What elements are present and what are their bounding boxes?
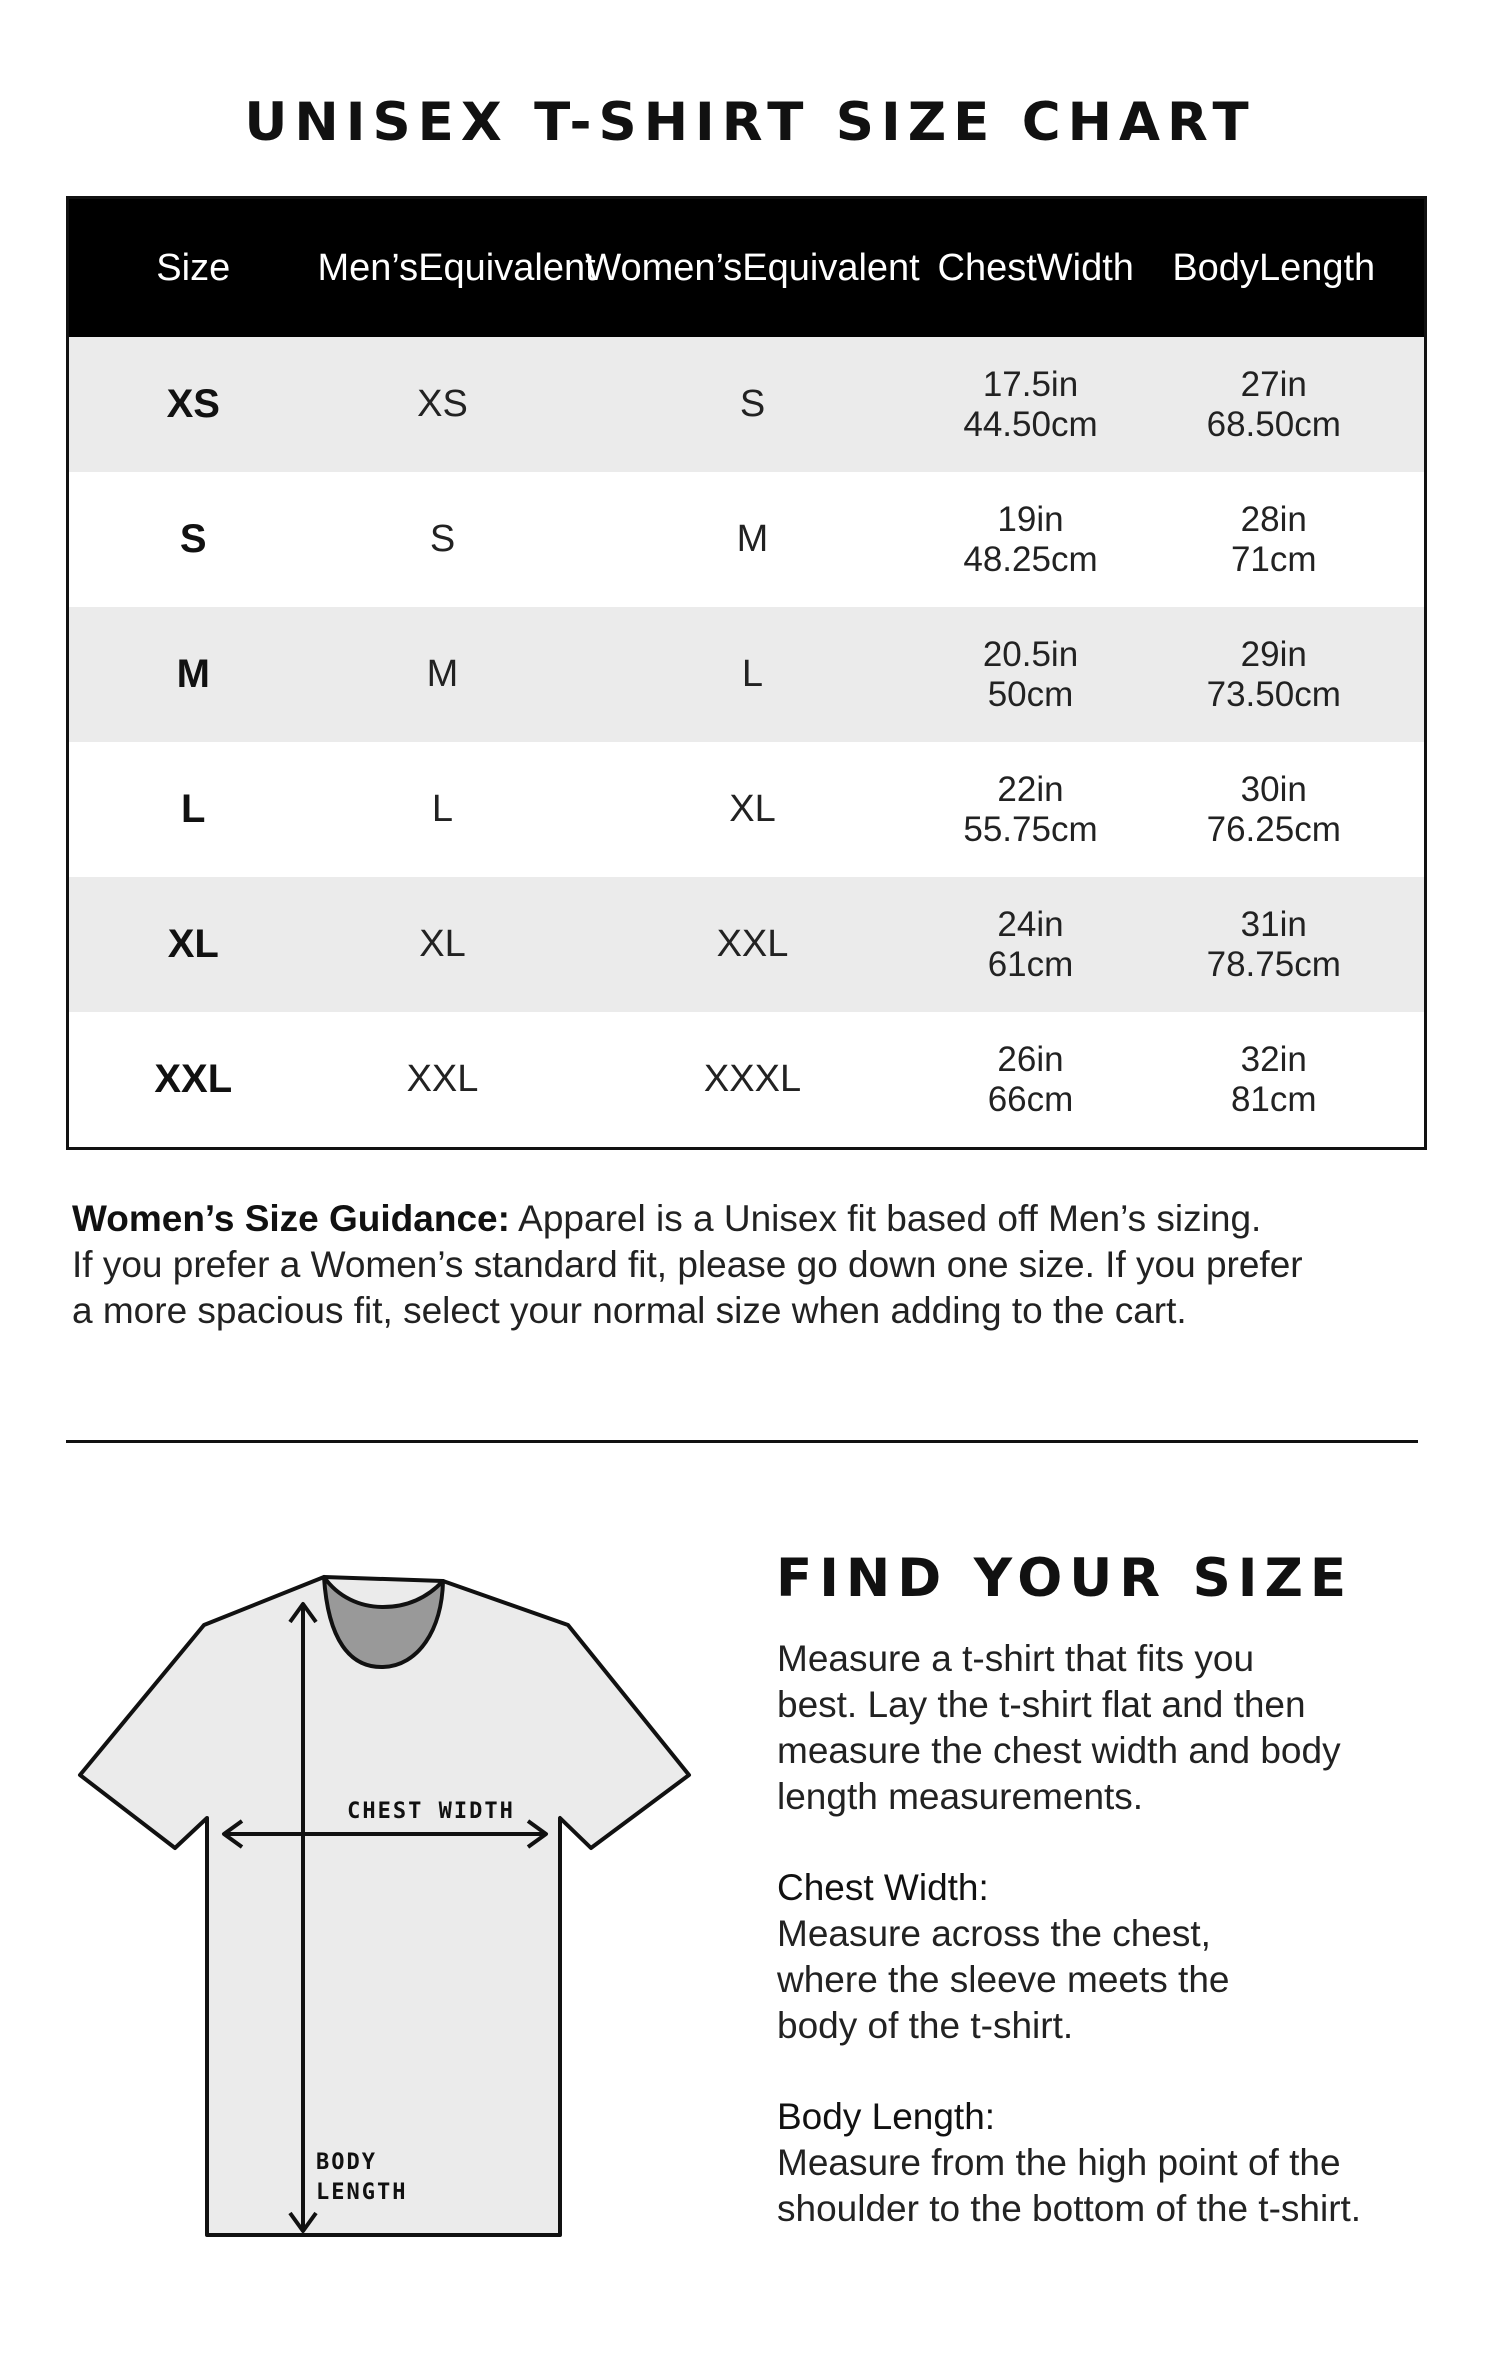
mens-cell: XXL bbox=[318, 1012, 568, 1149]
tshirt-measurement-diagram bbox=[66, 1550, 706, 2240]
header-body-length: BodyLength bbox=[1124, 198, 1426, 338]
table-row bbox=[68, 472, 1426, 607]
womens-cell: XXXL bbox=[568, 1012, 938, 1149]
length-cell: 30in 76.25cm bbox=[1124, 742, 1426, 877]
find-intro: Measure a t-shirt that fits you best. Lay the t-shirt flat and then measure the chest width and body length measurements. bbox=[777, 1638, 1341, 1817]
section-divider bbox=[66, 1440, 1418, 1443]
womens-cell: S bbox=[568, 337, 938, 472]
mens-cell: S bbox=[318, 472, 568, 607]
header-mens-equivalent: Men’sEquivalent bbox=[318, 198, 568, 338]
womens-cell: L bbox=[568, 607, 938, 742]
page-title: UNISEX T-SHIRT SIZE CHART bbox=[244, 92, 1256, 153]
chest-cell: 26in 66cm bbox=[938, 1012, 1124, 1149]
womens-cell: M bbox=[568, 472, 938, 607]
size-cell: XL bbox=[68, 877, 318, 1012]
chest-cell: 22in 55.75cm bbox=[938, 742, 1124, 877]
mens-cell: M bbox=[318, 607, 568, 742]
chest-width-instructions: Chest Width: Measure across the chest, where the sleeve meets the body of the t-shirt. bbox=[777, 1865, 1457, 2049]
length-cell: 32in 81cm bbox=[1124, 1012, 1426, 1149]
body-length-label: BODY bbox=[316, 2150, 377, 2175]
find-your-size-title: FIND YOUR SIZE bbox=[776, 1548, 1354, 1609]
guidance-text: Apparel is a Unisex fit based off Men’s sizing. bbox=[509, 1198, 1262, 1239]
size-cell: S bbox=[68, 472, 318, 607]
chest-cell: 17.5in 44.50cm bbox=[938, 337, 1124, 472]
size-cell: M bbox=[68, 607, 318, 742]
guidance-text: If you prefer a Women’s standard fit, please go down one size. If you prefer bbox=[72, 1244, 1303, 1285]
guidance-lead: Women’s Size Guidance: bbox=[72, 1198, 510, 1239]
mens-cell: L bbox=[318, 742, 568, 877]
tshirt-outline bbox=[80, 1577, 689, 2235]
table-row bbox=[68, 1012, 1426, 1149]
guidance-text: a more spacious fit, select your normal size when adding to the cart. bbox=[72, 1290, 1187, 1331]
womens-cell: XL bbox=[568, 742, 938, 877]
header-size: Size bbox=[68, 198, 318, 338]
header-chest-width: ChestWidth bbox=[938, 198, 1124, 338]
womens-size-guidance bbox=[72, 1196, 1412, 1334]
chest-cell: 19in 48.25cm bbox=[938, 472, 1124, 607]
size-cell: XS bbox=[68, 337, 318, 472]
size-chart-table bbox=[66, 196, 1427, 1150]
table-row bbox=[68, 607, 1426, 742]
chest-width-label: CHEST WIDTH bbox=[347, 1799, 515, 1824]
chest-cell: 24in 61cm bbox=[938, 877, 1124, 1012]
table-row bbox=[68, 877, 1426, 1012]
womens-cell: XXL bbox=[568, 877, 938, 1012]
table-row bbox=[68, 337, 1426, 472]
body-length-label: LENGTH bbox=[316, 2180, 408, 2205]
body-length-instructions: Body Length: Measure from the high point of the shoulder to the bottom of the t-shirt. bbox=[777, 2094, 1457, 2232]
length-cell: 29in 73.50cm bbox=[1124, 607, 1426, 742]
mens-cell: XS bbox=[318, 337, 568, 472]
chest-cell: 20.5in 50cm bbox=[938, 607, 1124, 742]
length-cell: 28in 71cm bbox=[1124, 472, 1426, 607]
size-cell: XXL bbox=[68, 1012, 318, 1149]
body-length-heading: Body Length: bbox=[777, 2096, 996, 2137]
length-cell: 27in 68.50cm bbox=[1124, 337, 1426, 472]
mens-cell: XL bbox=[318, 877, 568, 1012]
size-cell: L bbox=[68, 742, 318, 877]
chest-width-heading: Chest Width: bbox=[777, 1867, 989, 1908]
table-row bbox=[68, 742, 1426, 877]
length-cell: 31in 78.75cm bbox=[1124, 877, 1426, 1012]
header-womens-equivalent: Women’sEquivalent bbox=[568, 198, 938, 338]
table-header-row bbox=[68, 198, 1426, 338]
